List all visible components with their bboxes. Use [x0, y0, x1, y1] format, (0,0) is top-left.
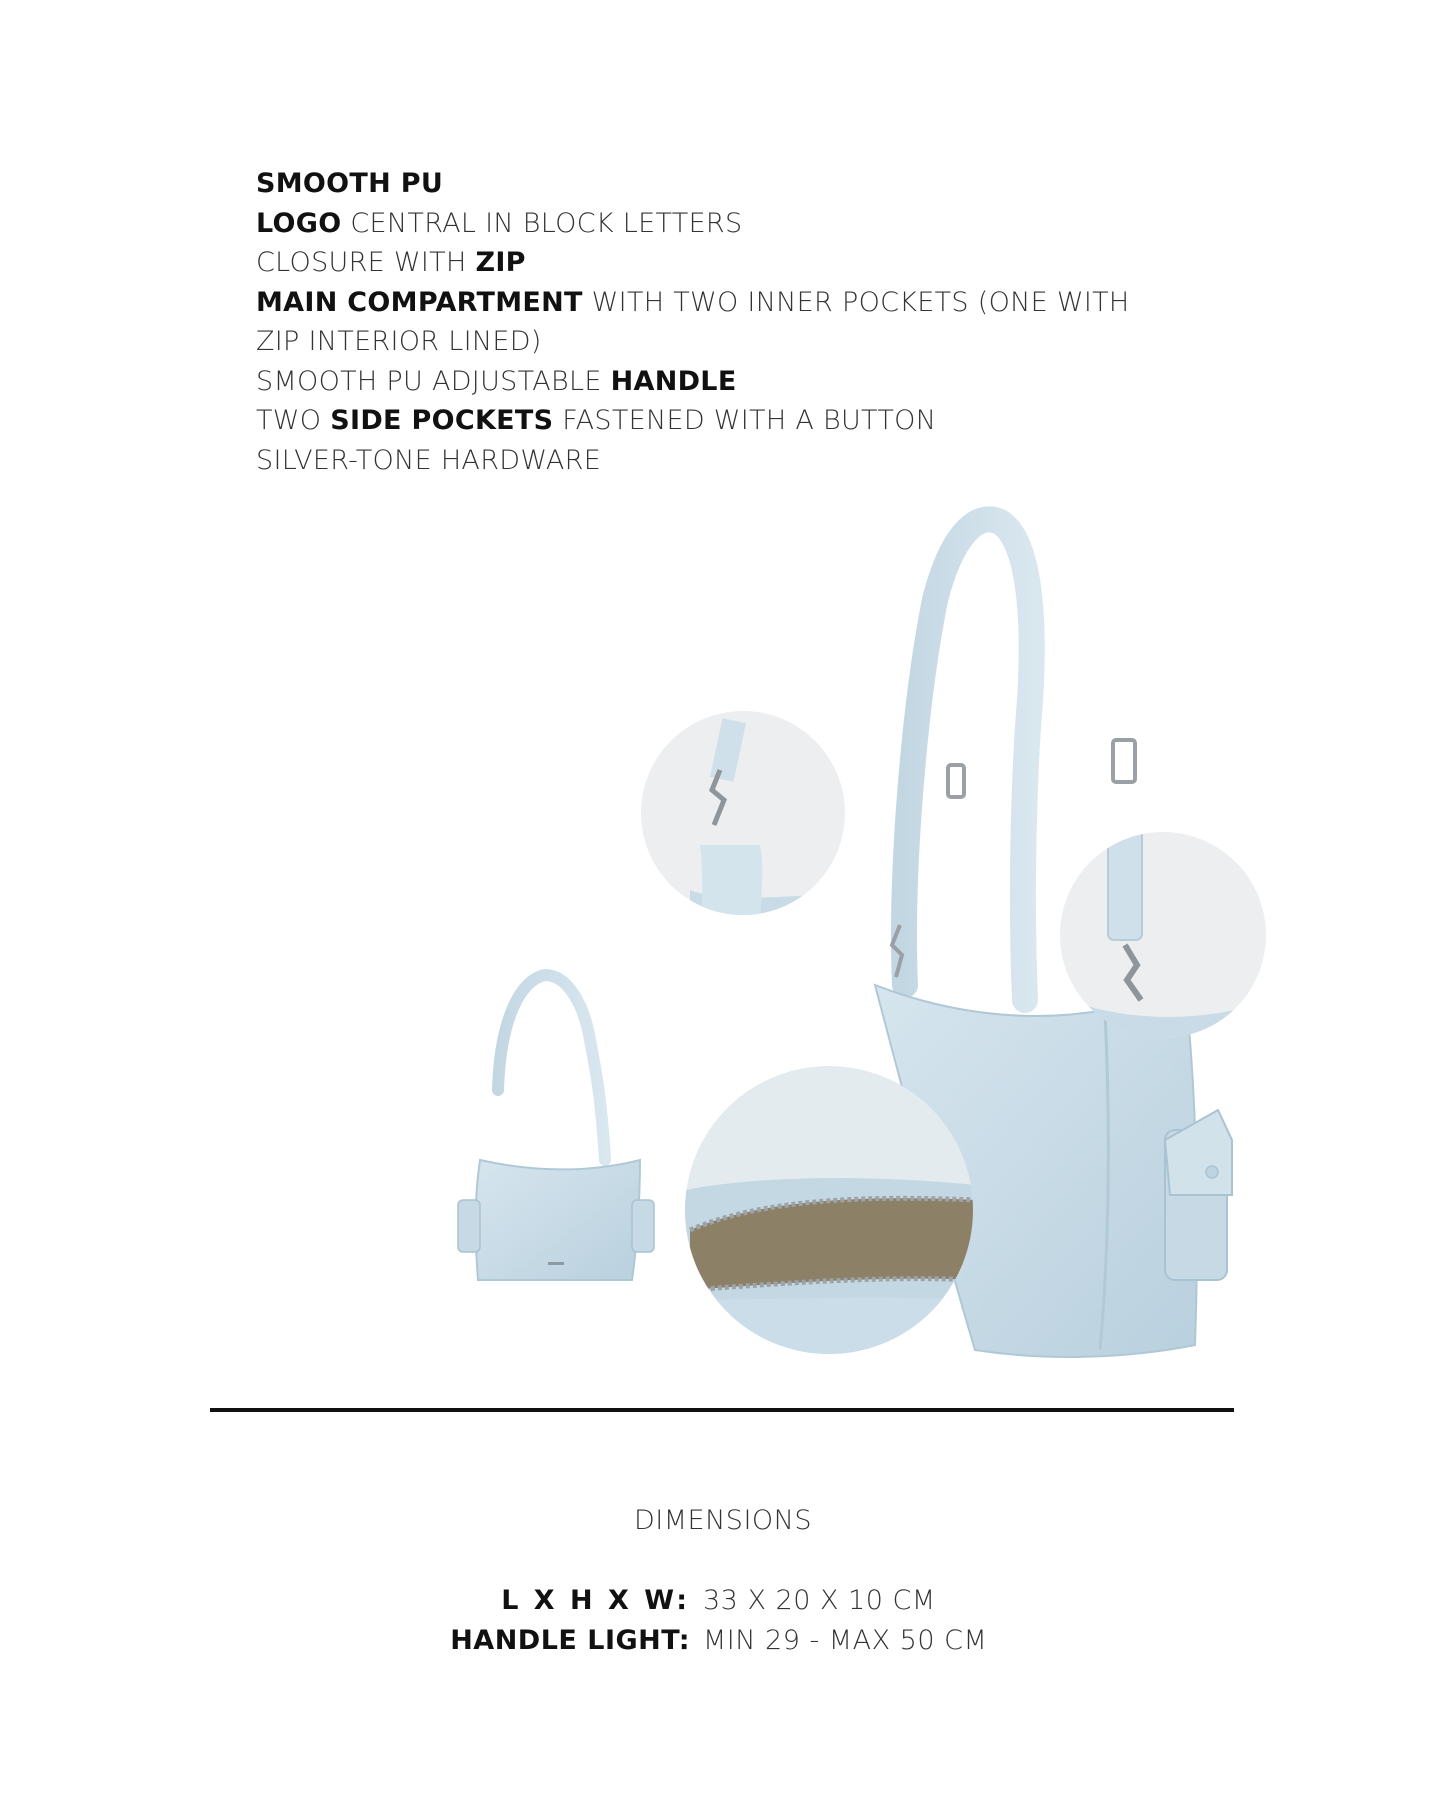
- dimensions-title: DIMENSIONS: [634, 1505, 812, 1536]
- detail-circle-clasp: [1060, 830, 1270, 1040]
- size-label: L X H X W:: [501, 1585, 690, 1616]
- detail-circle-hook: [641, 711, 850, 930]
- detail-circle-zip: [685, 1066, 975, 1360]
- feature-text: SMOOTH PU ADJUSTABLE: [256, 365, 611, 397]
- feature-text: FASTENED WITH A BUTTON: [553, 405, 937, 436]
- feature-text: TWO: [256, 405, 331, 436]
- size-value: 33 X 20 X 10 CM: [703, 1585, 936, 1616]
- feature-keyword: SMOOTH PU: [256, 168, 444, 199]
- handle-value: MIN 29 - MAX 50 CM: [703, 1625, 988, 1656]
- handle-label: HANDLE LIGHT:: [450, 1625, 690, 1656]
- feature-text: CLOSURE WITH: [256, 247, 476, 278]
- feature-keyword: ZIP: [475, 247, 526, 278]
- feature-text: CENTRAL IN BLOCK LETTERS: [341, 207, 743, 239]
- feature-keyword: HANDLE: [610, 365, 737, 397]
- feature-text: SILVER-TONE HARDWARE: [256, 444, 602, 476]
- feature-text: WITH TWO INNER POCKETS (ONE WITH: [582, 286, 1130, 318]
- section-divider: [210, 1408, 1234, 1412]
- feature-keyword: MAIN COMPARTMENT: [256, 286, 583, 318]
- feature-text: ZIP INTERIOR LINED): [256, 326, 542, 357]
- feature-keyword: SIDE POCKETS: [330, 405, 554, 436]
- small-bag: [458, 975, 654, 1280]
- feature-keyword: LOGO: [256, 207, 342, 239]
